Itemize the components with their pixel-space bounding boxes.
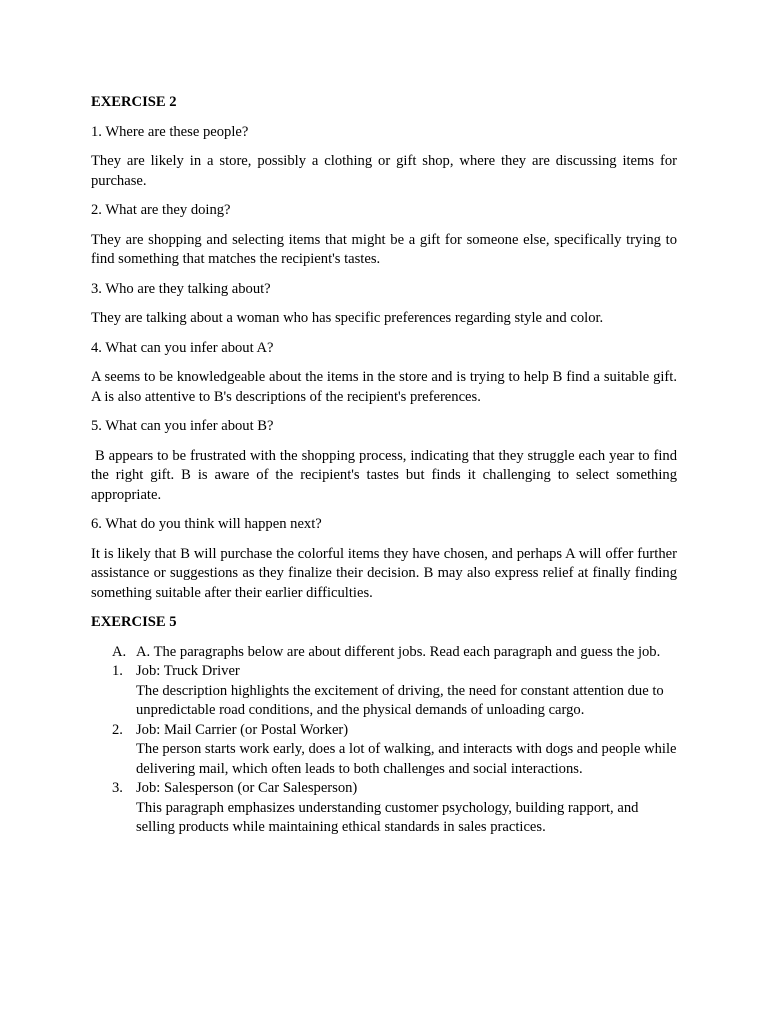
answer-3: They are talking about a woman who has specific preferences regarding style and color. bbox=[91, 310, 604, 326]
answer-4: A seems to be knowledgeable about the items in the store and is trying to help B find a suitable gift. A is also attentive to B's descriptions of the recipient's preferences. bbox=[91, 369, 677, 405]
list-item bbox=[91, 779, 677, 838]
exercise-5-heading: EXERCISE 5 bbox=[91, 614, 177, 630]
job-title: Job: Salesperson (or Car Salesperson) bbox=[136, 780, 358, 796]
list-marker: A. bbox=[112, 643, 127, 660]
answer-2: They are shopping and selecting items that might be a gift for someone else, specifically trying to find something that matches the recipient's tastes. bbox=[91, 231, 677, 267]
job-list bbox=[91, 643, 677, 838]
answer-1: They are likely in a store, possibly a clothing or gift shop, where they are discussing items for purchase. bbox=[91, 153, 677, 189]
list-marker: 2. bbox=[112, 721, 123, 738]
question-6: 6. What do you think will happen next? bbox=[91, 516, 322, 532]
list-item bbox=[91, 721, 677, 780]
job-title: Job: Truck Driver bbox=[136, 663, 240, 679]
answer-5: B appears to be frustrated with the shopping process, indicating that they struggle each year to find the right gift. B is aware of the recipient's tastes but finds it challenging to select something appropriate. bbox=[91, 447, 681, 503]
question-2: 2. What are they doing? bbox=[91, 202, 231, 218]
list-item bbox=[91, 662, 677, 721]
job-description: The description highlights the excitement of driving, the need for constant attention due to unpredictable road conditions, and the physical demands of unloading cargo. bbox=[136, 682, 664, 718]
question-3: 3. Who are they talking about? bbox=[91, 280, 271, 297]
document-page bbox=[91, 93, 681, 838]
job-title: Job: Mail Carrier (or Postal Worker) bbox=[136, 721, 349, 738]
question-1: 1. Where are these people? bbox=[91, 123, 249, 140]
exercise-2-heading: EXERCISE 2 bbox=[91, 94, 177, 110]
question-4: 4. What can you infer about A? bbox=[91, 339, 274, 356]
list-marker: 1. bbox=[112, 663, 123, 679]
list-item bbox=[91, 643, 677, 663]
answer-6: It is likely that B will purchase the colorful items they have chosen, and perhaps A will offer further assistance or suggestions as they finalize their decision. B may also express relief at finally finding something suitable after their earlier difficulties. bbox=[91, 545, 677, 601]
job-description: The person starts work early, does a lot of walking, and interacts with dogs and people while delivering mail, which often leads to both challenges and social interactions. bbox=[136, 741, 677, 777]
question-5: 5. What can you infer about B? bbox=[91, 418, 274, 434]
job-description: This paragraph emphasizes understanding customer psychology, building rapport, and selling products while maintaining ethical standards in sales practices. bbox=[136, 799, 639, 835]
list-marker: 3. bbox=[112, 780, 123, 796]
exercise-5-instruction: A. The paragraphs below are about different jobs. Read each paragraph and guess the job. bbox=[136, 643, 661, 660]
